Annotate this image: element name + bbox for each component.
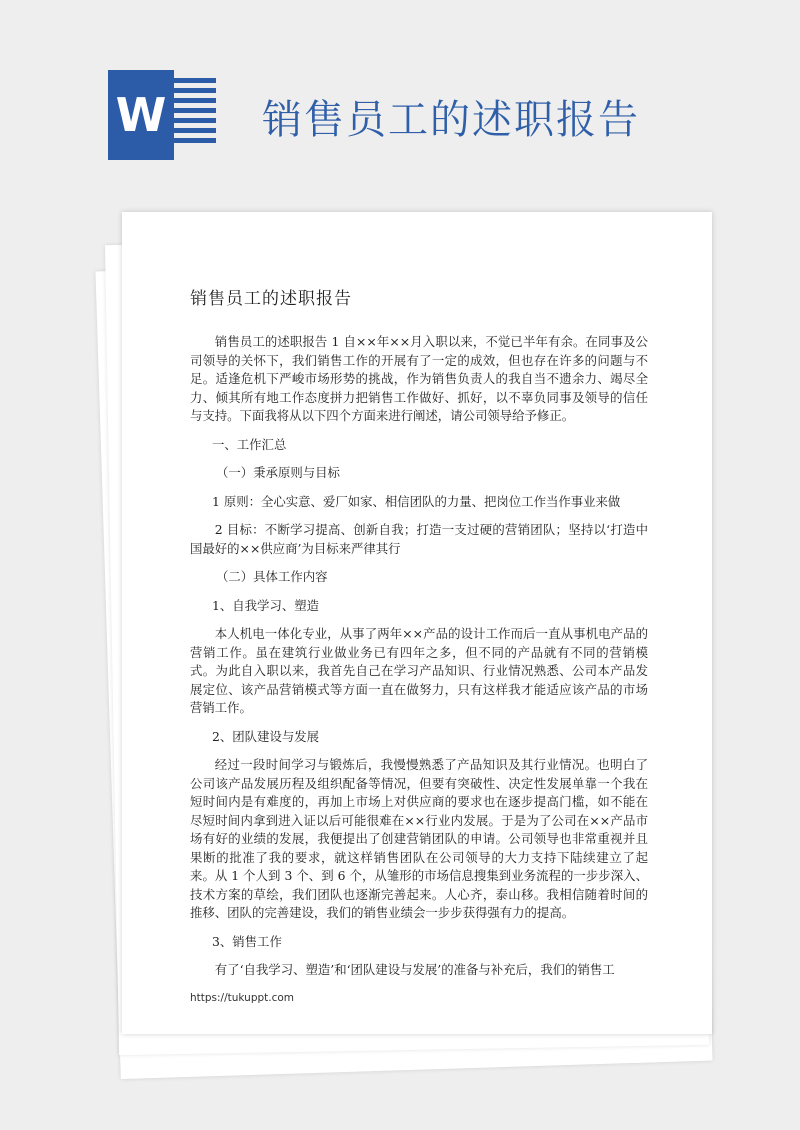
document-page [122, 212, 712, 1034]
list-item: 2 目标：不断学习提高、创新自我；打造一支过硬的营销团队；坚持以‘打造中国最好的××供应商’为目标来严律其行 [190, 522, 648, 556]
body-paragraph: 本人机电一体化专业，从事了两年××产品的设计工作而后一直从事机电产品的营销工作。虽在建筑行业做业务已有四年之多，但不同的产品就有不同的营销模式。为此自入职以来，我首先自己在学习产品知识、行业情况熟悉、公司本产品发展定位、该产品营销模式等方面一直在做努力，只有这样我才能适应该产品的市场营销工作。 [190, 626, 648, 715]
intro-paragraph: 销售员工的述职报告 1 自××年××月入职以来，不觉已半年有余。在同事及公司领导的关怀下，我们销售工作的开展有了一定的成效，但也存在许多的问题与不足。适逢危机下严峻市场形势的挑战，作为销售负责人的我自当不遗余力、竭尽全力、倾其所有地工作态度拼力把销售工作做好、抓好，以不辜负同事及领导的信任与支持。下面我将从以下四个方面来进行阐述，请公司领导给予修正。 [190, 334, 648, 423]
document-body [190, 284, 648, 990]
subsection-heading: （一）秉承原则与目标 [216, 465, 340, 480]
item-heading: 2、团队建设与发展 [212, 728, 320, 744]
section-heading: 一、工作汇总 [212, 436, 287, 452]
subsection-heading: （二）具体工作内容 [216, 569, 328, 584]
footer-url[interactable]: https://tukuppt.com [190, 992, 295, 1004]
header [0, 0, 800, 200]
banner-title: 销售员工的述职报告 [262, 97, 640, 143]
document-title: 销售员工的述职报告 [190, 289, 352, 309]
item-heading: 1、自我学习、塑造 [212, 597, 320, 613]
word-icon [108, 70, 218, 160]
word-icon-letter: W [108, 70, 174, 160]
body-paragraph: 经过一段时间学习与锻炼后，我慢慢熟悉了产品知识及其行业情况。也明白了公司该产品发展历程及组织配备等情况，但要有突破性、决定性发展单靠一个我在短时间内是有难度的，再加上市场上对供应商的要求也在逐步提高门槛，如不能在尽短时间内拿到进入证以后可能很难在××行业内发展。于是为了公司在××产品市场有好的业绩的发展，我便提出了创建营销团队的申请。公司领导也非常重视并且果断的批准了我的要求，就这样销售团队在公司领导的大力支持下陆续建立了起来。从 1 个人到 3 个、到 6 个，从雏形的市场信息搜集到业务流程的一步步深入、技术方案的草绘，我们团队也逐渐完善起来。人心齐，泰山移。我相信随着时间的推移、团队的完善建设，我们的销售业绩会一步步获得强有力的提高。 [190, 757, 648, 920]
list-item: 1 原则：全心实意、爱厂如家、相信团队的力量、把岗位工作当作事业来做 [212, 493, 621, 509]
body-paragraph: 有了‘自我学习、塑造’和‘团队建设与发展’的准备与补充后，我们的销售工 [214, 962, 615, 977]
item-heading: 3、销售工作 [212, 933, 282, 949]
